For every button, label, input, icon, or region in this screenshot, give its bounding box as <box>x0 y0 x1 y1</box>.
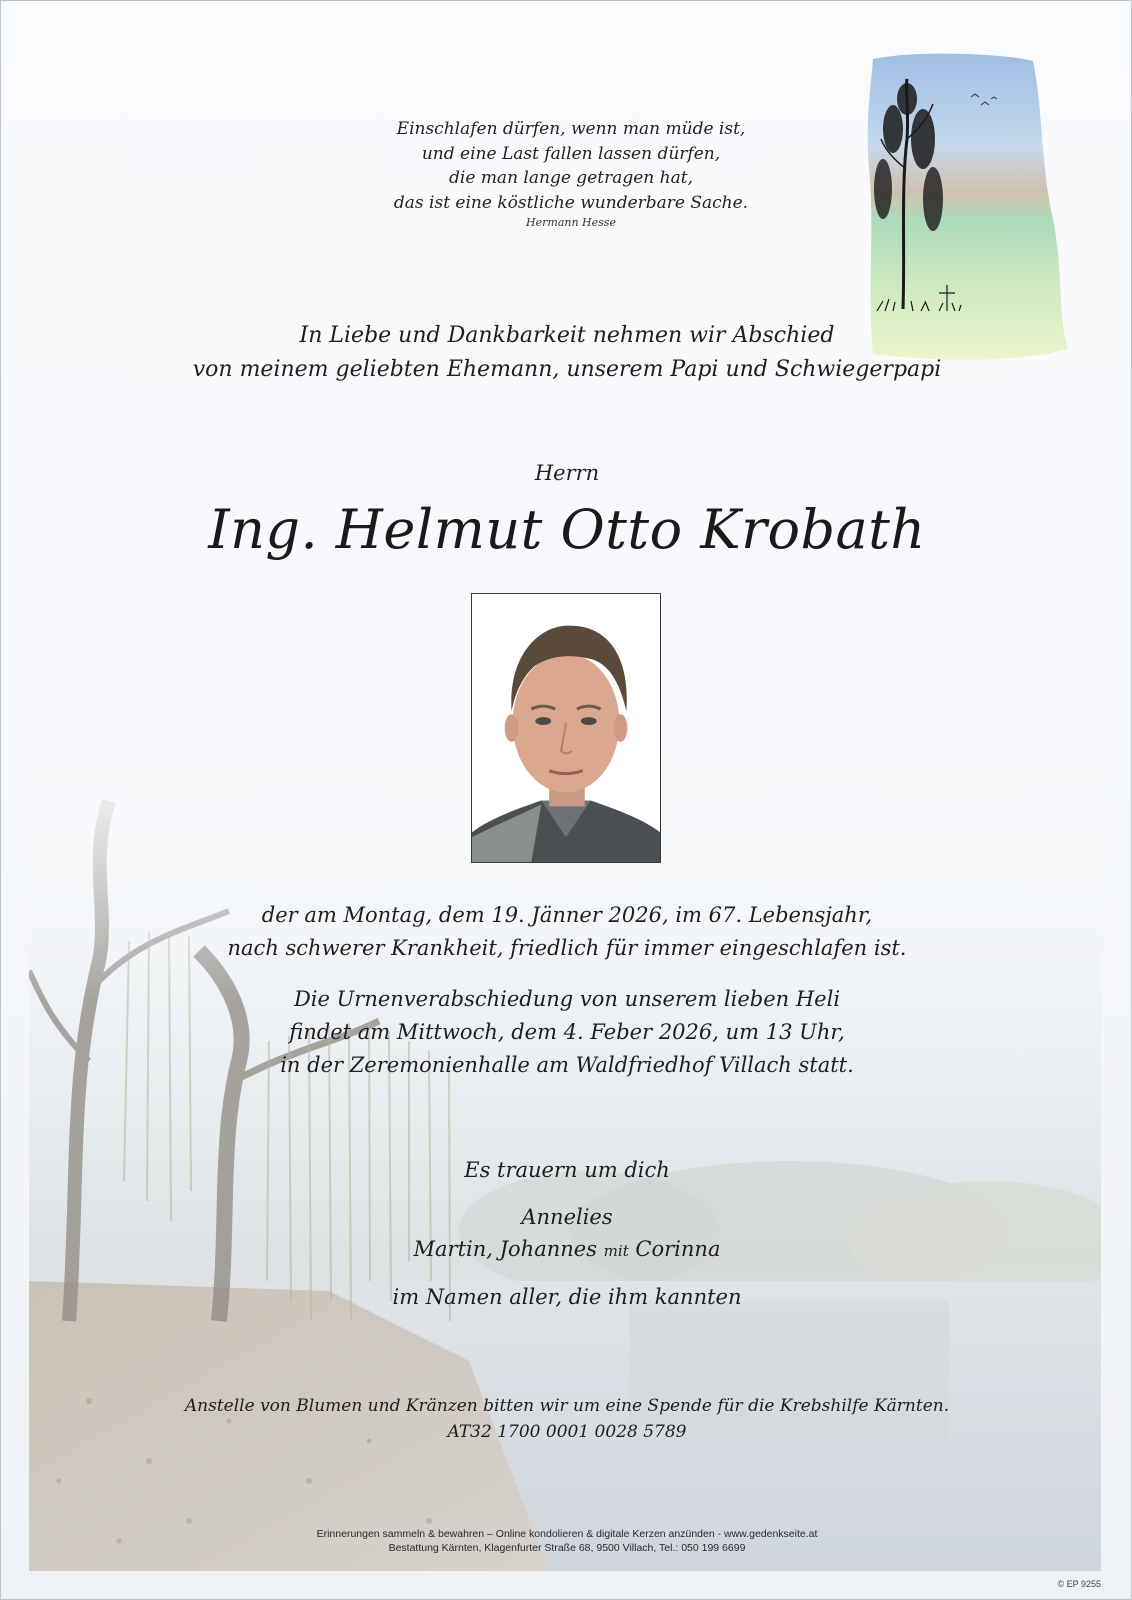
poem-line: und eine Last fallen lassen dürfen, <box>421 143 721 164</box>
deceased-name: Ing. Helmut Otto Krobath <box>208 498 926 561</box>
death-line: nach schwerer Krankheit, friedlich für immer eingeschlafen ist. <box>227 936 907 960</box>
poem <box>301 117 841 231</box>
mourner-name: Martin, Johannes <box>413 1237 597 1261</box>
portrait-photo <box>471 593 661 863</box>
intro-line: von meinem geliebten Ehemann, unserem Papi und Schwiegerpapi <box>192 357 942 382</box>
footer-line: Erinnerungen sammeln & bewahren – Online kondolieren & digitale Kerzen anzünden - www.gedenkseite.at <box>316 1528 818 1540</box>
mourners-intro: Es trauern um dich <box>464 1158 670 1182</box>
ceremony-line: findet am Mittwoch, dem 4. Feber 2026, um 13 Uhr, <box>289 1020 845 1044</box>
poem-line: die man lange getragen hat, <box>449 168 693 188</box>
mourner-name-line <box>267 1233 867 1267</box>
donation-request <box>167 1393 967 1445</box>
ceremony-line: Die Urnenverabschiedung von unserem lieben Heli <box>293 987 841 1011</box>
ceremony-notice <box>167 983 967 1082</box>
mourner-connector: mit <box>603 1242 629 1260</box>
farewell-intro <box>167 319 967 387</box>
footer <box>217 1527 917 1555</box>
intro-line: In Liebe und Dankbarkeit nehmen wir Abschied <box>299 323 835 348</box>
ceremony-line: in der Zeremonienhalle am Waldfriedhof Villach statt. <box>280 1053 854 1077</box>
death-line: der am Montag, dem 19. Jänner 2026, im 67. Lebensjahr, <box>261 903 873 927</box>
document-code: © EP 9255 <box>1057 1579 1101 1589</box>
salutation: Herrn <box>534 461 600 485</box>
footer-line: Bestattung Kärnten, Klagenfurter Straße 68, 9500 Villach, Tel.: 050 199 6699 <box>388 1542 746 1554</box>
mourners-closing: im Namen aller, die ihm kannten <box>392 1285 742 1309</box>
poem-line: das ist eine köstliche wunderbare Sache. <box>393 192 749 213</box>
mourners <box>267 1153 867 1313</box>
mourner-names <box>267 1201 867 1267</box>
poem-author: Hermann Hesse <box>526 216 616 229</box>
donation-iban: AT32 1700 0001 0028 5789 <box>447 1422 687 1442</box>
donation-text: Anstelle von Blumen und Kränzen bitten wir um eine Spende für die Krebshilfe Kärnten. <box>184 1396 950 1416</box>
mourner-name: Corinna <box>635 1237 721 1261</box>
poem-line: Einschlafen dürfen, wenn man müde ist, <box>396 119 746 139</box>
mourner-name: Annelies <box>521 1205 613 1229</box>
death-notice <box>167 899 967 965</box>
